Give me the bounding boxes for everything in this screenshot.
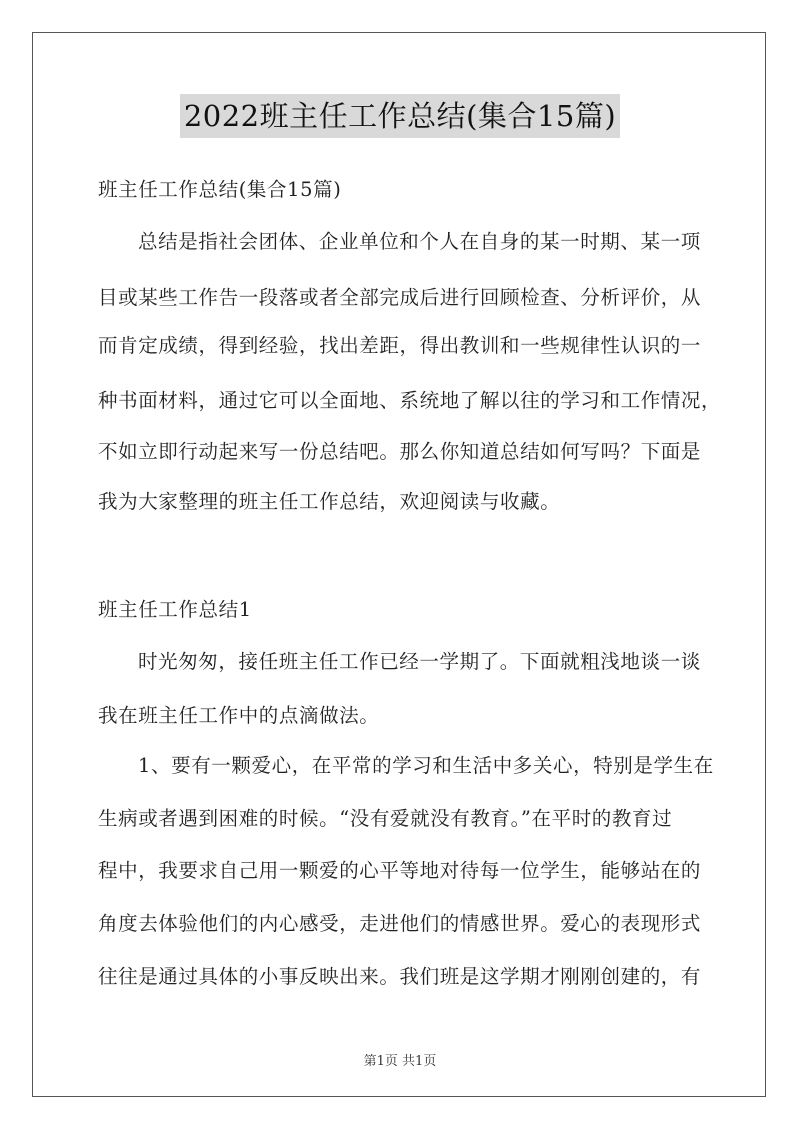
paragraph-line: 生病或者遇到困难的时候。“没有爱就没有教育。”在平时的教育过: [98, 807, 673, 830]
intro-line: 目或某些工作告一段落或者全部完成后进行回顾检查、分析评价，从: [98, 286, 702, 309]
intro-line: 我为大家整理的班主任工作总结，欢迎阅读与收藏。: [98, 490, 561, 513]
subtitle: 班主任工作总结(集合15篇): [98, 178, 342, 201]
intro-line: 种书面材料，通过它可以全面地、系统地了解以往的学习和工作情况，: [98, 389, 722, 412]
intro-line: 总结是指社会团体、企业单位和个人在自身的某一时期、某一项: [138, 230, 701, 253]
paragraph-line: 往往是通过具体的小事反映出来。我们班是这学期才刚刚创建的，有: [98, 965, 702, 988]
document-title-wrap: [0, 94, 800, 138]
page-footer: 第1页 共1页: [363, 1054, 437, 1069]
paragraph-line: 角度去体验他们的内心感受，走进他们的情感世界。爱心的表现形式: [98, 912, 702, 935]
intro-line: 而肯定成绩，得到经验，找出差距，得出教训和一些规律性认识的一: [98, 334, 702, 357]
section-heading: 班主任工作总结1: [98, 598, 252, 621]
document-title: 2022班主任工作总结(集合15篇): [180, 94, 620, 138]
paragraph-line: 我在班主任工作中的点滴做法。: [98, 704, 380, 727]
paragraph-line: 时光匆匆，接任班主任工作已经一学期了。下面就粗浅地谈一谈: [138, 650, 701, 673]
intro-line: 不如立即行动起来写一份总结吧。那么你知道总结如何写吗？下面是: [98, 440, 702, 463]
paragraph-line: 1、要有一颗爱心，在平常的学习和生活中多关心，特别是学生在: [138, 754, 714, 777]
paragraph-line: 程中，我要求自己用一颗爱的心平等地对待每一位学生，能够站在的: [98, 859, 702, 882]
